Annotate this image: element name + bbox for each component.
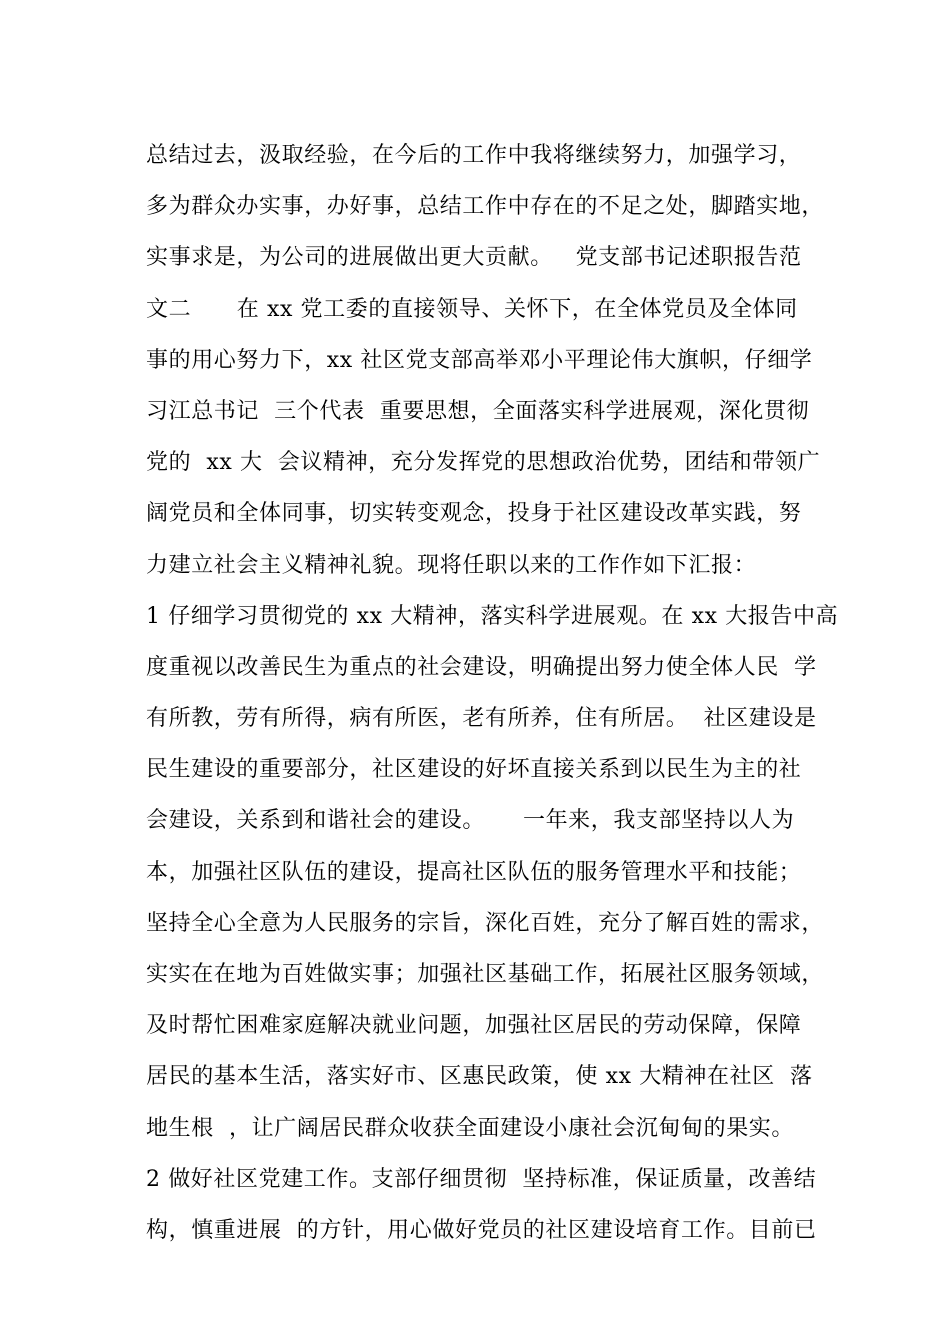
text-line: 实事求是，为公司的进展做出更大贡献。 党支部书记述职报告范 bbox=[146, 245, 802, 271]
text-line: 多为群众办实事，办好事，总结工作中存在的不足之处，脚踏实地， bbox=[146, 194, 825, 220]
text-line: 会建设，关系到和谐社会的建设。 一年来，我支部坚持以人为 bbox=[146, 808, 795, 834]
text-line: 事的用心努力下，xx 社区党支部高举邓小平理论伟大旗帜，仔细学 bbox=[146, 347, 813, 373]
text-line: 习江总书记 三个代表 重要思想，全面落实科学进展观，深化贯彻 bbox=[146, 398, 810, 424]
text-line: 民生建设的重要部分，社区建设的好坏直接关系到以民生为主的社 bbox=[146, 757, 802, 783]
text-line: 有所教，劳有所得，病有所医，老有所养，住有所居。 社区建设是 bbox=[146, 706, 817, 732]
text-line: 地生根 ，让广阔居民群众收获全面建设小康社会沉甸甸的果实。 bbox=[146, 1115, 794, 1141]
text-line: 居民的基本生活，落实好市、区惠民政策，使 xx 大精神在社区 落 bbox=[146, 1064, 813, 1090]
text-line: 党的 xx 大 会议精神，充分发挥党的思想政治优势，团结和带领广 bbox=[146, 450, 821, 476]
text-line: 度重视以改善民生为重点的社会建设，明确提出努力使全体人民 学 bbox=[146, 654, 817, 680]
text-line: 实实在在地为百姓做实事；加强社区基础工作，拓展社区服务领域， bbox=[146, 962, 825, 987]
text-line: 总结过去，汲取经验，在今后的工作中我将继续努力，加强学习， bbox=[146, 143, 802, 168]
text-line: 本，加强社区队伍的建设，提高社区队伍的服务管理水平和技能； bbox=[146, 859, 802, 885]
text-line: 及时帮忙困难家庭解决就业问题，加强社区居民的劳动保障，保障 bbox=[146, 1013, 802, 1039]
text-line: 阔党员和全体同事，切实转变观念，投身于社区建设改革实践，努 bbox=[146, 501, 802, 527]
body-text bbox=[146, 130, 839, 1256]
text-line: 构，慎重进展 的方针，用心做好党员的社区建设培育工作。目前已 bbox=[146, 1217, 817, 1243]
text-line: 2 做好社区党建工作。支部仔细贯彻 坚持标准，保证质量，改善结 bbox=[146, 1166, 817, 1192]
text-line: 文二 在 xx 党工委的直接领导、关怀下，在全体党员及全体同 bbox=[146, 296, 798, 322]
text-line: 1 仔细学习贯彻党的 xx 大精神，落实科学进展观。在 xx 大报告中高 bbox=[146, 603, 839, 629]
text-line: 坚持全心全意为人民服务的宗旨，深化百姓，充分了解百姓的需求， bbox=[146, 910, 825, 936]
text-line: 力建立社会主义精神礼貌。现将任职以来的工作作如下汇报： bbox=[146, 552, 757, 578]
